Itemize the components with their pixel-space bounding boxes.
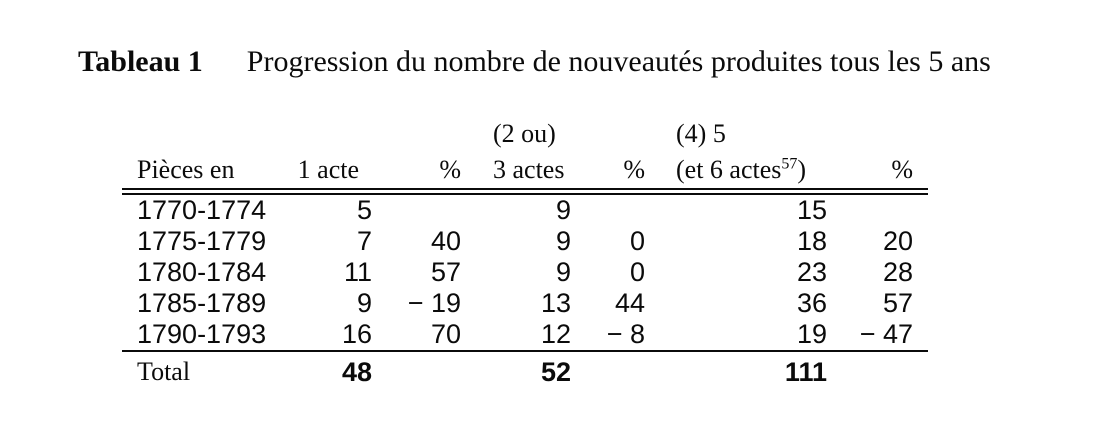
column-header-pct-5-actes: % [891, 155, 913, 184]
total-3-actes-pct [571, 352, 645, 392]
cell-1-acte-pct: − 19 [407, 288, 461, 318]
cell-5-actes-count: 18 [796, 226, 827, 256]
cell-period: 1780-1784 [137, 257, 267, 287]
cell-1-acte-pct [372, 195, 461, 226]
cell-period: 1790-1793 [137, 319, 267, 349]
total-1-acte: 48 [341, 357, 372, 387]
table-row-1785-1789 [122, 288, 928, 319]
cell-3-actes-count: 9 [555, 195, 571, 225]
cell-3-actes-count: 12 [540, 319, 571, 349]
cell-5-actes-pct [827, 195, 928, 226]
cell-period: 1775-1779 [137, 226, 267, 256]
table-row-1790-1793 [122, 319, 928, 350]
cell-5-actes-pct: 20 [882, 226, 913, 256]
caption-number: Tableau 1 [78, 45, 203, 78]
cell-period: 1785-1789 [137, 288, 267, 318]
column-header-5-actes [645, 116, 827, 188]
table-row-1775-1779 [122, 226, 928, 257]
footnote-ref-57: 57 [781, 155, 798, 173]
table-caption [78, 42, 991, 82]
caption-title: Progression du nombre de nouveautés produites tous les 5 ans [246, 45, 991, 78]
cell-1-acte-count: 9 [356, 288, 372, 318]
cell-1-acte-pct: 57 [430, 257, 461, 287]
cell-5-actes-pct: 57 [882, 288, 913, 318]
cell-1-acte-count: 5 [356, 195, 372, 225]
column-header-3-actes-line1: (2 ou) [493, 119, 556, 148]
cell-3-actes-pct: − 8 [606, 319, 645, 349]
header-double-rule [122, 188, 928, 195]
cell-period: 1770-1774 [137, 195, 267, 225]
cell-1-acte-count: 7 [356, 226, 372, 256]
cell-5-actes-count: 15 [796, 195, 827, 225]
total-1-acte-pct [372, 352, 461, 392]
cell-3-actes-pct: 0 [629, 226, 645, 256]
cell-3-actes-count: 13 [540, 288, 571, 318]
column-header-5-actes-prefix: (et 6 actes [676, 155, 782, 184]
cell-3-actes-count: 9 [555, 257, 571, 287]
total-label: Total [137, 357, 191, 386]
total-row [122, 352, 928, 392]
data-table [122, 116, 928, 392]
cell-3-actes-pct: 0 [629, 257, 645, 287]
cell-1-acte-pct: 40 [430, 226, 461, 256]
cell-5-actes-count: 36 [796, 288, 827, 318]
column-header-1-acte: 1 acte [297, 155, 359, 184]
column-header-pct-1-acte: % [439, 155, 461, 184]
cell-1-acte-pct: 70 [430, 319, 461, 349]
table-header-row [122, 116, 928, 188]
column-header-3-actes [461, 116, 571, 188]
cell-5-actes-pct: − 47 [859, 319, 913, 349]
cell-5-actes-pct: 28 [882, 257, 913, 287]
column-header-pieces-en: Pièces en [137, 155, 235, 184]
cell-5-actes-count: 19 [796, 319, 827, 349]
cell-1-acte-count: 11 [343, 257, 372, 287]
total-3-actes: 52 [540, 357, 571, 387]
cell-3-actes-pct [571, 195, 645, 226]
column-header-5-actes-line2 [676, 152, 806, 188]
column-header-5-actes-line1: (4) 5 [676, 119, 726, 148]
total-5-actes: 111 [784, 357, 827, 387]
column-header-5-actes-suffix: ) [797, 155, 807, 184]
table-row-1770-1774 [122, 195, 928, 226]
cell-5-actes-count: 23 [796, 257, 827, 287]
cell-1-acte-count: 16 [341, 319, 372, 349]
table-row-1780-1784 [122, 257, 928, 288]
total-5-actes-pct [827, 352, 928, 392]
column-header-3-actes-line2: 3 actes [493, 155, 565, 184]
cell-3-actes-pct: 44 [614, 288, 645, 318]
column-header-pct-3-actes: % [623, 155, 645, 184]
cell-3-actes-count: 9 [555, 226, 571, 256]
